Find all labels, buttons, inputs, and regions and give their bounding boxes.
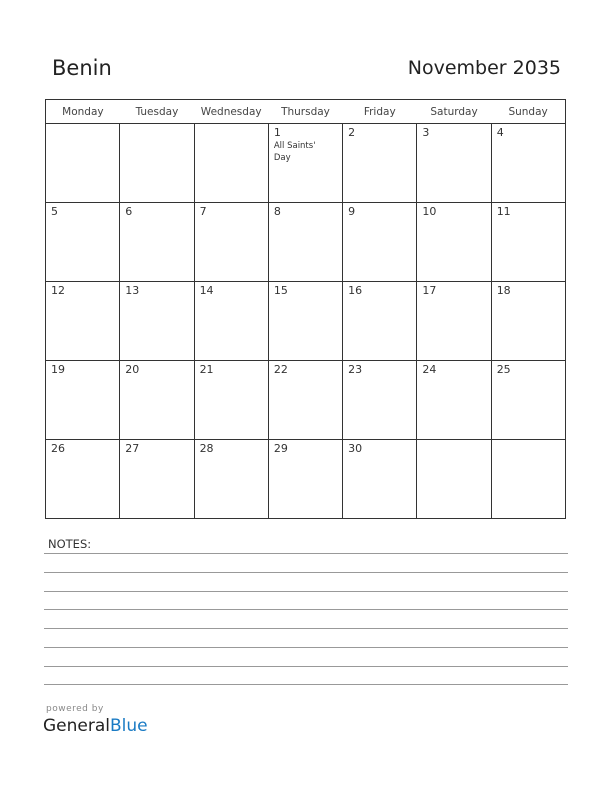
day-cell <box>194 282 268 361</box>
day-number: 29 <box>273 442 288 455</box>
day-number: 9 <box>348 205 356 218</box>
day-number: 16 <box>348 284 363 297</box>
day-cell <box>120 440 194 519</box>
day-number: 30 <box>348 442 363 455</box>
generalblue-logo <box>43 716 148 736</box>
day-number: 12 <box>51 284 65 297</box>
day-number: 25 <box>496 363 511 376</box>
day-number: 28 <box>199 442 214 455</box>
day-cell <box>46 124 120 203</box>
day-number: 24 <box>422 363 437 376</box>
weekday-header: Saturday <box>417 100 491 124</box>
weekday-header: Friday <box>343 100 417 124</box>
weekday-header: Thursday <box>268 100 342 124</box>
day-cell <box>120 282 194 361</box>
week-row <box>46 282 566 361</box>
month-title: November 2035 <box>407 57 561 79</box>
day-cell <box>268 440 342 519</box>
week-row <box>46 124 566 203</box>
day-cell <box>343 282 417 361</box>
week-row <box>46 440 566 519</box>
day-cell <box>268 282 342 361</box>
weekday-header: Monday <box>46 100 120 124</box>
day-cell <box>491 203 565 282</box>
day-cell <box>120 203 194 282</box>
day-number: 27 <box>125 442 140 455</box>
day-number: 19 <box>51 363 65 376</box>
notes-line <box>44 609 568 610</box>
logo-general: General <box>43 716 110 736</box>
day-cell <box>268 124 342 203</box>
notes-line <box>44 647 568 648</box>
day-cell <box>46 440 120 519</box>
day-cell <box>120 124 194 203</box>
holiday-label: All Saints' Day <box>273 141 316 163</box>
weekday-header: Sunday <box>491 100 565 124</box>
day-cell <box>417 361 491 440</box>
day-cell <box>343 203 417 282</box>
day-cell <box>417 282 491 361</box>
day-number: 1 <box>273 126 281 139</box>
calendar-grid <box>45 99 566 519</box>
day-number: 20 <box>125 363 140 376</box>
day-cell <box>194 124 268 203</box>
day-number: 4 <box>496 126 504 139</box>
day-number: 10 <box>422 205 437 218</box>
powered-by-text: powered by <box>46 704 104 714</box>
day-number: 3 <box>422 126 430 139</box>
day-cell <box>120 361 194 440</box>
day-cell <box>491 361 565 440</box>
notes-label: NOTES: <box>48 537 92 551</box>
country-title: Benin <box>52 56 112 80</box>
day-number: 14 <box>199 284 214 297</box>
day-number: 8 <box>273 205 281 218</box>
day-number: 21 <box>199 363 214 376</box>
day-number: 22 <box>273 363 288 376</box>
day-cell <box>417 124 491 203</box>
day-number: 23 <box>348 363 363 376</box>
day-cell <box>46 282 120 361</box>
day-cell <box>194 203 268 282</box>
day-number: 17 <box>422 284 437 297</box>
notes-line <box>44 628 568 629</box>
day-cell <box>491 282 565 361</box>
day-cell <box>491 440 565 519</box>
day-number: 13 <box>125 284 140 297</box>
day-cell <box>417 203 491 282</box>
day-cell <box>194 440 268 519</box>
day-number: 15 <box>273 284 288 297</box>
notes-line <box>44 684 568 685</box>
day-cell <box>343 361 417 440</box>
day-number: 7 <box>199 205 207 218</box>
week-row <box>46 203 566 282</box>
day-number: 2 <box>348 126 356 139</box>
weekday-header: Wednesday <box>194 100 268 124</box>
notes-line <box>44 666 568 667</box>
day-cell <box>268 361 342 440</box>
week-row <box>46 361 566 440</box>
day-cell <box>491 124 565 203</box>
day-cell <box>417 440 491 519</box>
logo-blue: Blue <box>110 716 148 736</box>
notes-line <box>44 553 568 554</box>
notes-line <box>44 572 568 573</box>
day-cell <box>194 361 268 440</box>
day-cell <box>46 203 120 282</box>
day-cell <box>46 361 120 440</box>
day-number: 6 <box>125 205 133 218</box>
day-cell <box>343 440 417 519</box>
notes-line <box>44 591 568 592</box>
day-cell <box>343 124 417 203</box>
day-number: 26 <box>51 442 65 455</box>
day-number: 5 <box>51 205 58 218</box>
day-cell <box>268 203 342 282</box>
day-number: 11 <box>496 205 511 218</box>
day-number: 18 <box>496 284 511 297</box>
weekday-header: Tuesday <box>120 100 194 124</box>
